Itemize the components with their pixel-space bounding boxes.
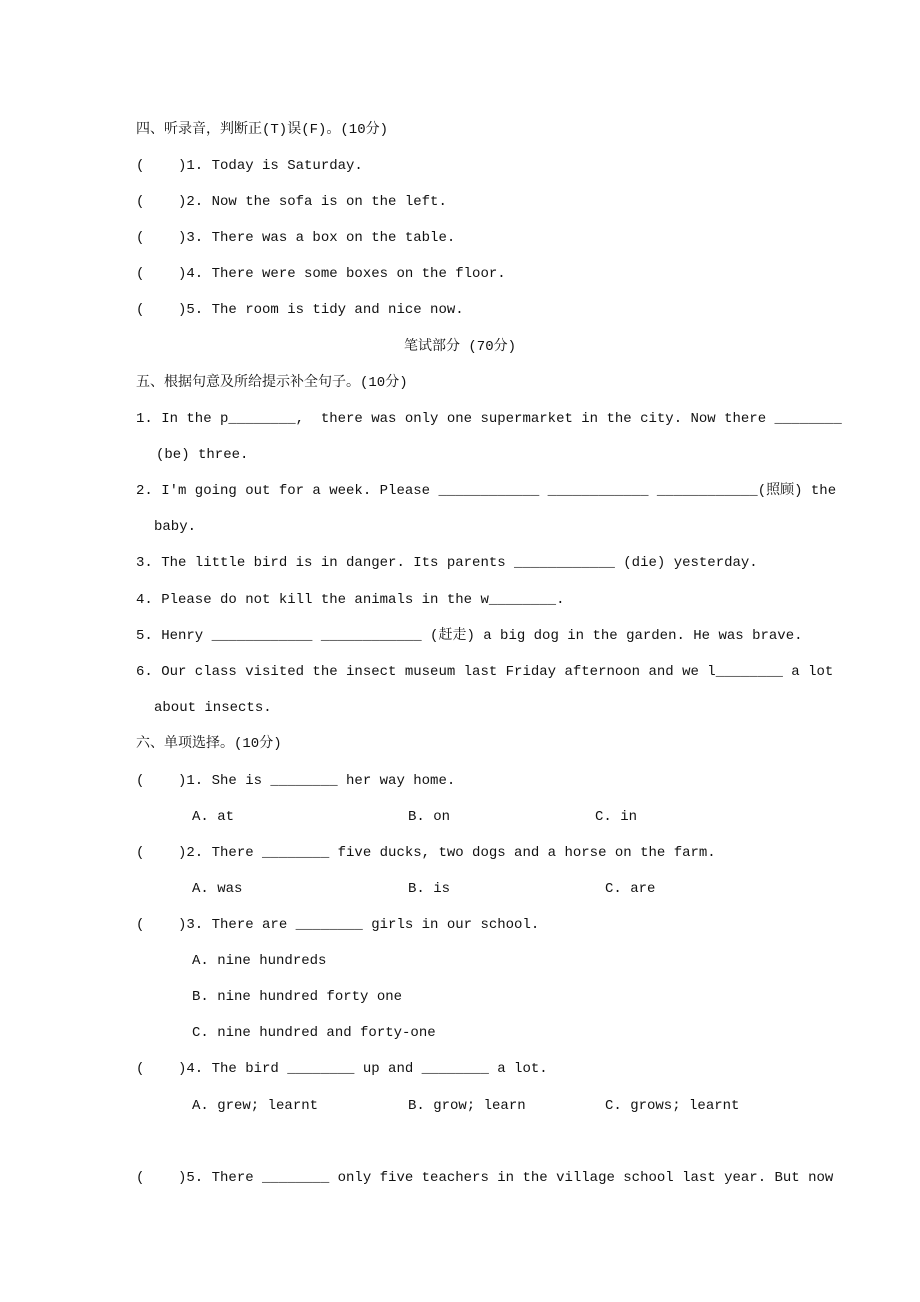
fill-sentence: 5. Henry ____________ ____________ (赶走) a big dog in the garden. He was brave. [136, 628, 803, 644]
option-b: B. nine hundred forty one [192, 989, 403, 1005]
option-b: B. is [408, 881, 451, 897]
option-c: C. are [605, 881, 656, 897]
listening-item: ( )4. There were some boxes on the floor. [136, 266, 506, 282]
question-stem: ( )1. She is ________ her way home. [136, 773, 456, 789]
fill-sentence: 2. I'm going out for a week. Please ____________ ____________ ____________(照顾) the [136, 483, 837, 499]
option-a: A. grew; learnt [192, 1098, 319, 1114]
option-c: C. grows; learnt [605, 1098, 740, 1114]
section-5-heading: 五、根据句意及所给提示补全句子。(10分) [136, 375, 408, 391]
question-stem: ( )2. There ________ five ducks, two dogs and a horse on the farm. [136, 845, 716, 861]
listening-item: ( )5. The room is tidy and nice now. [136, 302, 464, 318]
option-a: A. nine hundreds [192, 953, 327, 969]
listening-item: ( )3. There was a box on the table. [136, 230, 456, 246]
section-4-heading: 四、听录音，判断正(T)误(F)。(10分) [136, 122, 389, 138]
fill-sentence: 1. In the p________, there was only one supermarket in the city. Now there ________ [136, 411, 842, 427]
fill-sentence: 6. Our class visited the insect museum last Friday afternoon and we l________ a lot [136, 664, 834, 680]
question-stem: ( )4. The bird ________ up and ________ a lot. [136, 1061, 548, 1077]
listening-item: ( )1. Today is Saturday. [136, 158, 363, 174]
option-c: C. in [595, 809, 638, 825]
question-stem: ( )5. There ________ only five teachers in the village school last year. But now [136, 1170, 834, 1186]
option-a: A. was [192, 881, 243, 897]
written-part-title: 笔试部分 (70分) [403, 339, 516, 355]
section-6-heading: 六、单项选择。(10分) [136, 736, 282, 752]
option-b: B. on [408, 809, 451, 825]
fill-sentence-cont: about insects. [154, 700, 272, 716]
fill-sentence-cont: (be) three. [156, 447, 249, 463]
fill-sentence: 3. The little bird is in danger. Its parents ____________ (die) yesterday. [136, 555, 758, 571]
option-a: A. at [192, 809, 235, 825]
option-b: B. grow; learn [408, 1098, 526, 1114]
listening-item: ( )2. Now the sofa is on the left. [136, 194, 447, 210]
fill-sentence-cont: baby. [154, 519, 197, 535]
question-stem: ( )3. There are ________ girls in our school. [136, 917, 540, 933]
option-c: C. nine hundred and forty-one [192, 1025, 436, 1041]
fill-sentence: 4. Please do not kill the animals in the w________. [136, 592, 565, 608]
